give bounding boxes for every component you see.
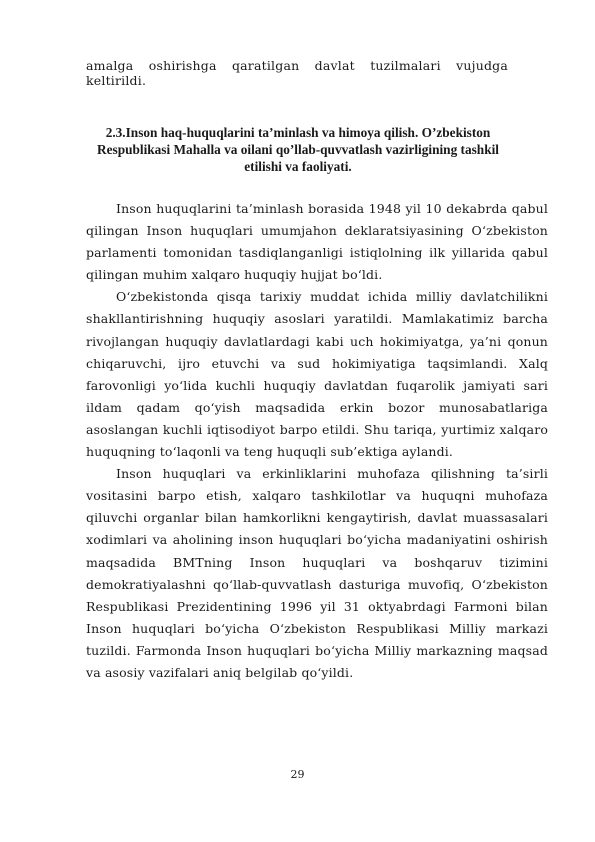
paragraph-1: Inson huquqlarini ta’minlash borasida 1948 yil 10 dekabrda qabul qilingan Inson huquqlari umumjahon deklaratsiyasining O‘zbekiston parlamenti tomonidan tasdiqlanganligi istiqlolning ilk yillarida qabul qilingan muhim xalqaro huquqiy hujjat bo‘ldi. — [86, 201, 548, 283]
paragraph-3: Inson huquqlari va erkinliklarini muhofaza qilishning ta’sirli vositasini barpo etish, xalqaro tashkilotlar va huquqni muhofaza qiluvchi organlar bilan hamkorlikni kengaytirish, davlat muassasalari xodimlari va aholining inson huquqlari bo‘yicha madaniyatini oshirish maqsadida BMTning Inson huquqlari va boshqaruv tizimini demokratiyalashni qo‘llab-quvvatlash dasturiga muvofiq, O‘zbekiston Respublikasi Prezidentining 1996 yil 31 oktyabrdagi Farmoni bilan Inson huquqlari bo‘yicha O‘zbekiston Respublikasi Milliy markazi tuzildi. Farmonda Inson huquqlari bo‘yicha Milliy markazning maqsad va asosiy vazifalari aniq belgilab qo‘yildi. — [86, 466, 548, 680]
paragraph-2: O‘zbekistonda qisqa tarixiy muddat ichida milliy davlatchilikni shakllantirishning huquqiy asoslari yaratildi. Mamlakatimiz barcha rivojlangan huquqiy davlatlardagi kabi uch hokimiyatga, ya’ni qonun chiqaruvchi, ijro etuvchi va sud hokimiyatiga taqsimlandi. Xalq farovonligi yo‘lida kuchli huquqiy davlatdan fuqarolik jamiyati sari ildam qadam qo‘yish maqsadida erkin bozor munosabatlariga asoslangan kuchli iqtisodiyot barpo etildi. Shu tariqa, yurtimiz xalqaro huquqning to‘laqonli va teng huquqli sub’ektiga aylandi. — [86, 289, 548, 460]
continuation-line: amalga oshirishga qaratilgan davlat tuzilmalari vujudga keltirildi. — [86, 58, 508, 88]
body-text — [86, 198, 548, 684]
page-number: 29 — [290, 768, 305, 781]
section-heading: 2.3.Inson haq-huquqlarini ta’minlash va himoya qilish. O’zbekiston Respublikasi Mahalla va oilani qo’llab-quvvatlash vazirligining tashkil etilishi va faoliyati. — [97, 125, 499, 174]
